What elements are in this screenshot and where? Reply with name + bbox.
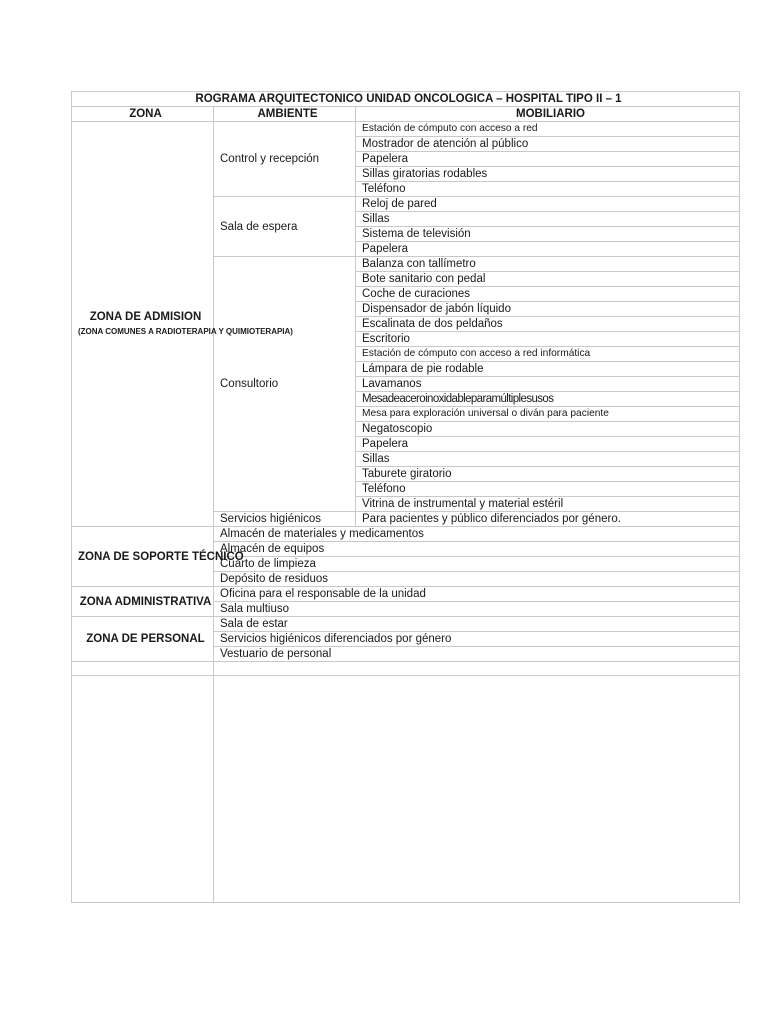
mobiliario-item: Dispensador de jabón líquido — [356, 302, 740, 317]
mobiliario-item: Mostrador de atención al público — [356, 137, 740, 152]
empty-row — [72, 662, 740, 676]
mobiliario-item: Teléfono — [356, 182, 740, 197]
zone-admision-label: ZONA DE ADMISION — [89, 311, 202, 323]
table-row — [72, 617, 740, 632]
soporte-item: Almacén de materiales y medicamentos — [214, 527, 740, 542]
soporte-item: Almacén de equipos — [214, 542, 740, 557]
table-title: ROGRAMA ARQUITECTONICO UNIDAD ONCOLOGICA – HOSPITAL TIPO II – 1 — [72, 92, 740, 107]
administrativa-item: Oficina para el responsable de la unidad — [214, 587, 740, 602]
personal-item: Servicios higiénicos diferenciados por género — [214, 632, 740, 647]
mobiliario-item: Taburete giratorio — [356, 467, 740, 482]
zone-admision-sub: (ZONA COMUNES A RADIOTERAPIA Y QUIMIOTERAPIA) — [78, 327, 293, 336]
mobiliario-item: Papelera — [356, 242, 740, 257]
mobiliario-item: Lavamanos — [356, 377, 740, 392]
table-row — [72, 527, 740, 542]
mobiliario-item: Para pacientes y público diferenciados por género. — [356, 512, 740, 527]
zone-administrativa: ZONA ADMINISTRATIVA — [72, 587, 214, 617]
header-mobiliario: MOBILIARIO — [356, 107, 740, 122]
empty-cell — [72, 662, 214, 676]
mobiliario-item: Mesadeaceroinoxidableparamúltiplesusos — [356, 392, 740, 407]
ambiente-sala-espera: Sala de espera — [214, 197, 356, 257]
table-row — [72, 587, 740, 602]
mobiliario-item: Teléfono — [356, 482, 740, 497]
zone-soporte: ZONA DE SOPORTE TÉCNICO — [72, 527, 214, 587]
program-table — [71, 91, 740, 903]
administrativa-item: Sala multiuso — [214, 602, 740, 617]
mobiliario-item: Estación de cómputo con acceso a red informática — [356, 347, 740, 362]
mobiliario-item: Lámpara de pie rodable — [356, 362, 740, 377]
header-row — [72, 107, 740, 122]
mobiliario-item: Sillas giratorias rodables — [356, 167, 740, 182]
mobiliario-item: Sillas — [356, 452, 740, 467]
zone-personal: ZONA DE PERSONAL — [72, 617, 214, 662]
empty-row — [72, 676, 740, 903]
mobiliario-item: Negatoscopio — [356, 422, 740, 437]
empty-cell — [214, 676, 740, 903]
title-row — [72, 92, 740, 107]
empty-cell — [72, 676, 214, 903]
mobiliario-item: Balanza con tallímetro — [356, 257, 740, 272]
ambiente-servicios: Servicios higiénicos — [214, 512, 356, 527]
mobiliario-item: Escalinata de dos peldaños — [356, 317, 740, 332]
soporte-item: Cuarto de limpieza — [214, 557, 740, 572]
mobiliario-item: Estación de cómputo con acceso a red — [356, 122, 740, 137]
mobiliario-item: Sillas — [356, 212, 740, 227]
ambiente-control: Control y recepción — [214, 122, 356, 197]
mobiliario-item: Papelera — [356, 152, 740, 167]
empty-cell — [214, 662, 740, 676]
header-ambiente: AMBIENTE — [214, 107, 356, 122]
mobiliario-item: Escritorio — [356, 332, 740, 347]
mobiliario-item: Vitrina de instrumental y material estéril — [356, 497, 740, 512]
mobiliario-item: Sistema de televisión — [356, 227, 740, 242]
soporte-item: Depósito de residuos — [214, 572, 740, 587]
mobiliario-item: Papelera — [356, 437, 740, 452]
mobiliario-item: Coche de curaciones — [356, 287, 740, 302]
mobiliario-item: Mesa para exploración universal o diván para paciente — [356, 407, 740, 422]
ambiente-consultorio: Consultorio — [214, 257, 356, 512]
header-zona: ZONA — [72, 107, 214, 122]
mobiliario-item: Reloj de pared — [356, 197, 740, 212]
table-row — [72, 122, 740, 137]
mobiliario-item: Bote sanitario con pedal — [356, 272, 740, 287]
personal-item: Sala de estar — [214, 617, 740, 632]
personal-item: Vestuario de personal — [214, 647, 740, 662]
